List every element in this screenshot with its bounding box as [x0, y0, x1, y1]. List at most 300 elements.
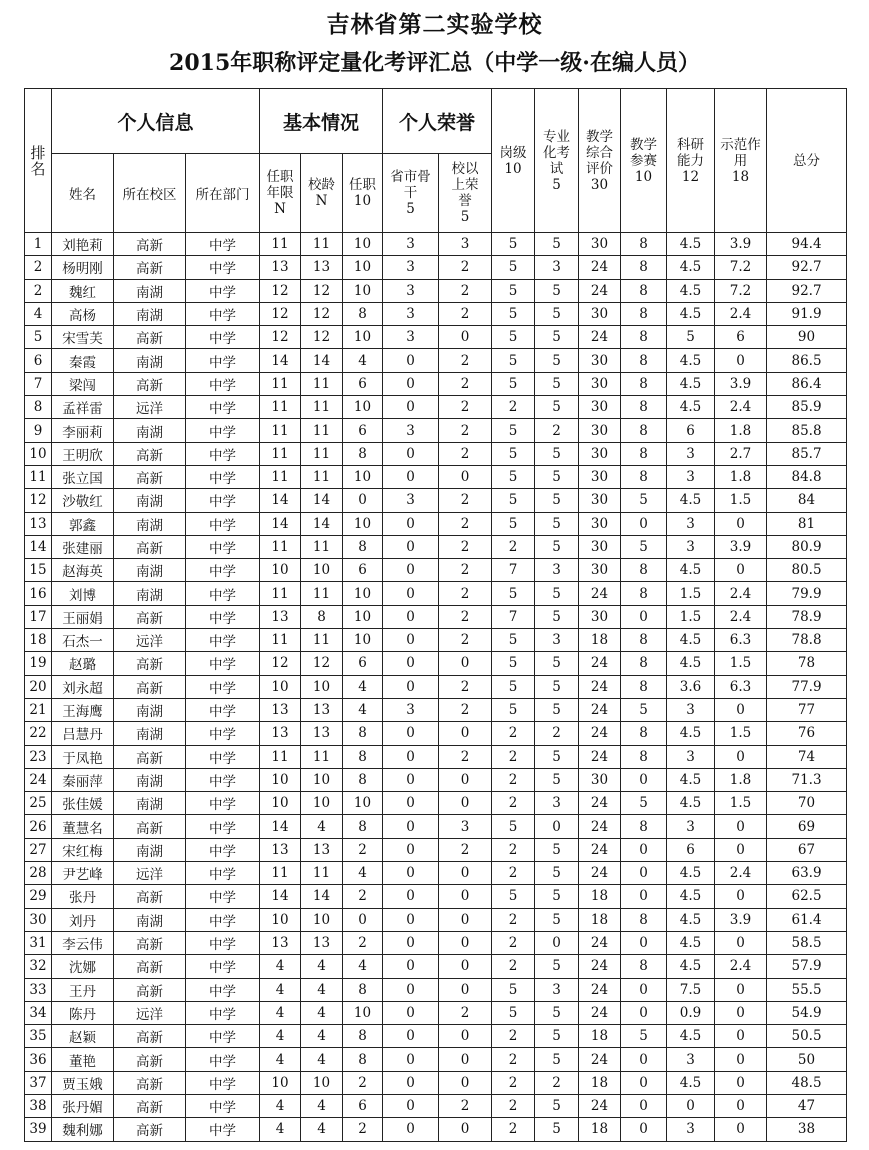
cell-demo: 1.8: [715, 768, 767, 791]
cell-school-honor: 2: [439, 442, 492, 465]
cell-dept: 中学: [186, 582, 260, 605]
cell-years-service: 14: [260, 349, 301, 372]
cell-competition: 0: [621, 1094, 667, 1117]
cell-competition: 8: [621, 559, 667, 582]
cell-tenure: 8: [343, 302, 383, 325]
cell-research: 4.5: [667, 233, 715, 256]
cell-name: 孟祥雷: [52, 396, 114, 419]
cell-years-service: 14: [260, 489, 301, 512]
cell-teaching-eval: 24: [579, 931, 621, 954]
cell-school-honor: 0: [439, 862, 492, 885]
cell-total: 92.7: [767, 256, 847, 279]
cell-dept: 中学: [186, 722, 260, 745]
cell-rank: 4: [25, 302, 52, 325]
cell-dept: 中学: [186, 442, 260, 465]
cell-teaching-eval: 18: [579, 1118, 621, 1141]
cell-name: 贾玉娥: [52, 1071, 114, 1094]
cell-school-honor: 0: [439, 722, 492, 745]
table-row: [25, 698, 847, 721]
cell-post-level: 5: [492, 372, 535, 395]
cell-school-age: 10: [301, 768, 343, 791]
cell-school-age: 10: [301, 1071, 343, 1094]
cell-dept: 中学: [186, 396, 260, 419]
cell-provincial: 0: [383, 372, 439, 395]
cell-rank: 15: [25, 559, 52, 582]
cell-campus: 高新: [114, 1025, 186, 1048]
table-body: [25, 233, 847, 1142]
cell-school-age: 10: [301, 675, 343, 698]
cell-dept: 中学: [186, 652, 260, 675]
cell-rank: 2: [25, 279, 52, 302]
cell-name: 于凤艳: [52, 745, 114, 768]
cell-research: 4.5: [667, 489, 715, 512]
cell-provincial: 0: [383, 465, 439, 488]
cell-post-level: 5: [492, 442, 535, 465]
cell-dept: 中学: [186, 908, 260, 931]
cell-competition: 5: [621, 698, 667, 721]
cell-competition: 8: [621, 582, 667, 605]
cell-post-level: 2: [492, 768, 535, 791]
cell-school-age: 4: [301, 1094, 343, 1117]
cell-competition: 0: [621, 885, 667, 908]
cell-campus: 高新: [114, 465, 186, 488]
cell-years-service: 13: [260, 722, 301, 745]
table-row: [25, 838, 847, 861]
cell-school-honor: 2: [439, 629, 492, 652]
cell-campus: 高新: [114, 1118, 186, 1141]
cell-school-age: 13: [301, 722, 343, 745]
cell-school-age: 4: [301, 978, 343, 1001]
table-row: [25, 815, 847, 838]
cell-school-age: 11: [301, 629, 343, 652]
cell-school-honor: 2: [439, 838, 492, 861]
cell-teaching-eval: 30: [579, 489, 621, 512]
cell-demo: 0: [715, 1001, 767, 1024]
cell-exam: 5: [535, 1001, 579, 1024]
cell-name: 陈丹: [52, 1001, 114, 1024]
cell-total: 74: [767, 745, 847, 768]
cell-tenure: 6: [343, 559, 383, 582]
table-row: [25, 1048, 847, 1071]
cell-competition: 8: [621, 815, 667, 838]
table-row: [25, 535, 847, 558]
cell-provincial: 0: [383, 815, 439, 838]
cell-research: 3: [667, 442, 715, 465]
cell-years-service: 11: [260, 535, 301, 558]
cell-provincial: 3: [383, 489, 439, 512]
cell-post-level: 7: [492, 605, 535, 628]
cell-post-level: 2: [492, 1094, 535, 1117]
cell-school-age: 4: [301, 1048, 343, 1071]
cell-years-service: 13: [260, 838, 301, 861]
cell-post-level: 2: [492, 792, 535, 815]
cell-dept: 中学: [186, 279, 260, 302]
table-row: [25, 349, 847, 372]
cell-teaching-eval: 24: [579, 815, 621, 838]
cell-demo: 1.8: [715, 465, 767, 488]
cell-tenure: 10: [343, 465, 383, 488]
cell-teaching-eval: 30: [579, 442, 621, 465]
cell-tenure: 10: [343, 233, 383, 256]
cell-teaching-eval: 30: [579, 349, 621, 372]
cell-school-honor: 0: [439, 955, 492, 978]
col-competition: 教学 参赛 10: [621, 89, 667, 233]
cell-exam: 5: [535, 698, 579, 721]
cell-exam: 0: [535, 931, 579, 954]
cell-school-age: 12: [301, 652, 343, 675]
cell-research: 4.5: [667, 722, 715, 745]
cell-dept: 中学: [186, 885, 260, 908]
cell-campus: 高新: [114, 931, 186, 954]
col-demo: 示范作 用 18: [715, 89, 767, 233]
cell-rank: 24: [25, 768, 52, 791]
cell-rank: 7: [25, 372, 52, 395]
cell-post-level: 5: [492, 302, 535, 325]
cell-name: 刘永超: [52, 675, 114, 698]
cell-years-service: 10: [260, 675, 301, 698]
cell-exam: 3: [535, 629, 579, 652]
cell-competition: 0: [621, 605, 667, 628]
cell-tenure: 8: [343, 722, 383, 745]
table-row: [25, 512, 847, 535]
cell-school-honor: 0: [439, 1048, 492, 1071]
cell-teaching-eval: 24: [579, 745, 621, 768]
cell-competition: 0: [621, 838, 667, 861]
cell-competition: 8: [621, 279, 667, 302]
cell-name: 梁闯: [52, 372, 114, 395]
cell-teaching-eval: 24: [579, 256, 621, 279]
cell-school-age: 11: [301, 233, 343, 256]
cell-school-honor: 2: [439, 1001, 492, 1024]
cell-campus: 高新: [114, 256, 186, 279]
cell-dept: 中学: [186, 1118, 260, 1141]
cell-years-service: 13: [260, 931, 301, 954]
cell-name: 宋红梅: [52, 838, 114, 861]
cell-post-level: 2: [492, 1025, 535, 1048]
cell-exam: 5: [535, 652, 579, 675]
cell-years-service: 14: [260, 512, 301, 535]
cell-post-level: 2: [492, 955, 535, 978]
cell-research: 3: [667, 535, 715, 558]
cell-competition: 8: [621, 675, 667, 698]
cell-post-level: 5: [492, 629, 535, 652]
cell-name: 刘艳莉: [52, 233, 114, 256]
cell-teaching-eval: 18: [579, 1025, 621, 1048]
cell-school-honor: 0: [439, 326, 492, 349]
cell-school-honor: 2: [439, 559, 492, 582]
cell-school-honor: 0: [439, 908, 492, 931]
cell-teaching-eval: 24: [579, 978, 621, 1001]
cell-teaching-eval: 30: [579, 512, 621, 535]
cell-total: 62.5: [767, 885, 847, 908]
cell-total: 78: [767, 652, 847, 675]
cell-campus: 高新: [114, 1048, 186, 1071]
cell-name: 秦丽萍: [52, 768, 114, 791]
cell-rank: 37: [25, 1071, 52, 1094]
cell-years-service: 14: [260, 885, 301, 908]
cell-rank: 9: [25, 419, 52, 442]
cell-campus: 高新: [114, 675, 186, 698]
cell-dept: 中学: [186, 931, 260, 954]
table-row: [25, 302, 847, 325]
cell-teaching-eval: 24: [579, 838, 621, 861]
cell-exam: 5: [535, 349, 579, 372]
cell-rank: 33: [25, 978, 52, 1001]
table-row: [25, 652, 847, 675]
cell-demo: 0: [715, 698, 767, 721]
cell-dept: 中学: [186, 1071, 260, 1094]
cell-rank: 29: [25, 885, 52, 908]
cell-exam: 0: [535, 815, 579, 838]
cell-dept: 中学: [186, 326, 260, 349]
cell-research: 0: [667, 1094, 715, 1117]
cell-rank: 22: [25, 722, 52, 745]
cell-rank: 32: [25, 955, 52, 978]
cell-dept: 中学: [186, 465, 260, 488]
cell-school-honor: 2: [439, 302, 492, 325]
cell-demo: 0: [715, 512, 767, 535]
cell-name: 张丹媚: [52, 1094, 114, 1117]
cell-school-age: 11: [301, 745, 343, 768]
table-row: [25, 489, 847, 512]
cell-school-age: 14: [301, 885, 343, 908]
cell-total: 85.9: [767, 396, 847, 419]
cell-demo: 6.3: [715, 629, 767, 652]
table-row: [25, 768, 847, 791]
table-row: [25, 1001, 847, 1024]
cell-competition: 8: [621, 652, 667, 675]
cell-total: 78.8: [767, 629, 847, 652]
cell-provincial: 0: [383, 605, 439, 628]
cell-competition: 8: [621, 256, 667, 279]
cell-research: 4.5: [667, 955, 715, 978]
cell-teaching-eval: 24: [579, 698, 621, 721]
cell-rank: 17: [25, 605, 52, 628]
table-row: [25, 722, 847, 745]
cell-name: 董艳: [52, 1048, 114, 1071]
cell-exam: 3: [535, 559, 579, 582]
cell-provincial: 0: [383, 1118, 439, 1141]
cell-school-age: 10: [301, 908, 343, 931]
cell-post-level: 2: [492, 862, 535, 885]
cell-school-age: 4: [301, 815, 343, 838]
cell-rank: 8: [25, 396, 52, 419]
cell-campus: 高新: [114, 885, 186, 908]
cell-campus: 南湖: [114, 559, 186, 582]
cell-years-service: 10: [260, 908, 301, 931]
table-row: [25, 465, 847, 488]
cell-years-service: 12: [260, 279, 301, 302]
score-table: [24, 88, 847, 1142]
cell-demo: 1.5: [715, 722, 767, 745]
cell-demo: 1.5: [715, 792, 767, 815]
cell-exam: 5: [535, 862, 579, 885]
cell-competition: 8: [621, 722, 667, 745]
cell-provincial: 0: [383, 349, 439, 372]
cell-rank: 14: [25, 535, 52, 558]
cell-research: 3: [667, 512, 715, 535]
cell-tenure: 2: [343, 1118, 383, 1141]
cell-competition: 8: [621, 465, 667, 488]
cell-tenure: 6: [343, 419, 383, 442]
table-row: [25, 559, 847, 582]
cell-school-honor: 2: [439, 349, 492, 372]
cell-post-level: 5: [492, 349, 535, 372]
cell-school-honor: 2: [439, 489, 492, 512]
cell-years-service: 4: [260, 1094, 301, 1117]
cell-provincial: 0: [383, 885, 439, 908]
cell-rank: 34: [25, 1001, 52, 1024]
cell-tenure: 10: [343, 582, 383, 605]
cell-competition: 0: [621, 1001, 667, 1024]
cell-demo: 6.3: [715, 675, 767, 698]
cell-teaching-eval: 24: [579, 792, 621, 815]
cell-dept: 中学: [186, 256, 260, 279]
cell-school-honor: 0: [439, 1071, 492, 1094]
cell-post-level: 2: [492, 908, 535, 931]
cell-name: 张立国: [52, 465, 114, 488]
cell-years-service: 11: [260, 862, 301, 885]
cell-competition: 8: [621, 349, 667, 372]
cell-total: 57.9: [767, 955, 847, 978]
table-row: [25, 326, 847, 349]
cell-demo: 1.5: [715, 489, 767, 512]
cell-exam: 2: [535, 722, 579, 745]
cell-exam: 5: [535, 535, 579, 558]
cell-exam: 5: [535, 442, 579, 465]
cell-total: 80.5: [767, 559, 847, 582]
cell-name: 王海鹰: [52, 698, 114, 721]
cell-name: 吕慧丹: [52, 722, 114, 745]
cell-name: 张丹: [52, 885, 114, 908]
cell-competition: 5: [621, 489, 667, 512]
cell-provincial: 0: [383, 862, 439, 885]
col-name: 姓名: [52, 154, 114, 233]
cell-exam: 5: [535, 233, 579, 256]
cell-campus: 高新: [114, 955, 186, 978]
cell-post-level: 5: [492, 489, 535, 512]
cell-demo: 3.9: [715, 908, 767, 931]
cell-post-level: 5: [492, 698, 535, 721]
cell-competition: 0: [621, 862, 667, 885]
cell-name: 赵颖: [52, 1025, 114, 1048]
cell-teaching-eval: 24: [579, 279, 621, 302]
cell-provincial: 0: [383, 1001, 439, 1024]
cell-exam: 5: [535, 745, 579, 768]
cell-competition: 5: [621, 1025, 667, 1048]
cell-research: 4.5: [667, 279, 715, 302]
cell-total: 86.4: [767, 372, 847, 395]
cell-tenure: 8: [343, 978, 383, 1001]
cell-school-honor: 2: [439, 605, 492, 628]
cell-research: 4.5: [667, 862, 715, 885]
cell-years-service: 11: [260, 582, 301, 605]
cell-total: 47: [767, 1094, 847, 1117]
cell-provincial: 0: [383, 908, 439, 931]
cell-campus: 高新: [114, 745, 186, 768]
cell-school-age: 11: [301, 465, 343, 488]
cell-campus: 高新: [114, 372, 186, 395]
cell-tenure: 2: [343, 931, 383, 954]
cell-teaching-eval: 24: [579, 582, 621, 605]
cell-rank: 38: [25, 1094, 52, 1117]
cell-school-honor: 0: [439, 792, 492, 815]
cell-research: 4.5: [667, 1071, 715, 1094]
cell-research: 4.5: [667, 908, 715, 931]
cell-school-honor: 0: [439, 1118, 492, 1141]
cell-campus: 南湖: [114, 419, 186, 442]
cell-post-level: 5: [492, 279, 535, 302]
cell-years-service: 11: [260, 372, 301, 395]
cell-post-level: 2: [492, 722, 535, 745]
cell-name: 赵璐: [52, 652, 114, 675]
col-dept: 所在部门: [186, 154, 260, 233]
cell-tenure: 4: [343, 349, 383, 372]
cell-post-level: 2: [492, 931, 535, 954]
cell-dept: 中学: [186, 1025, 260, 1048]
cell-demo: 0: [715, 1071, 767, 1094]
cell-research: 3: [667, 465, 715, 488]
cell-dept: 中学: [186, 535, 260, 558]
cell-research: 6: [667, 838, 715, 861]
cell-rank: 5: [25, 326, 52, 349]
cell-demo: 0: [715, 1025, 767, 1048]
cell-provincial: 0: [383, 442, 439, 465]
cell-name: 魏利娜: [52, 1118, 114, 1141]
col-exam: 专业 化考 试 5: [535, 89, 579, 233]
cell-total: 80.9: [767, 535, 847, 558]
cell-name: 赵海英: [52, 559, 114, 582]
cell-name: 高杨: [52, 302, 114, 325]
cell-rank: 12: [25, 489, 52, 512]
cell-school-honor: 2: [439, 1094, 492, 1117]
cell-school-age: 11: [301, 372, 343, 395]
cell-teaching-eval: 30: [579, 605, 621, 628]
cell-provincial: 0: [383, 535, 439, 558]
cell-tenure: 4: [343, 862, 383, 885]
cell-demo: 2.4: [715, 955, 767, 978]
col-post-level: 岗级 10: [492, 89, 535, 233]
cell-school-honor: 3: [439, 233, 492, 256]
cell-school-age: 4: [301, 955, 343, 978]
cell-campus: 远洋: [114, 862, 186, 885]
cell-total: 86.5: [767, 349, 847, 372]
cell-total: 78.9: [767, 605, 847, 628]
cell-total: 69: [767, 815, 847, 838]
table-row: [25, 1118, 847, 1141]
cell-competition: 8: [621, 745, 667, 768]
cell-teaching-eval: 18: [579, 908, 621, 931]
cell-name: 董慧名: [52, 815, 114, 838]
cell-competition: 0: [621, 978, 667, 1001]
col-school-age: 校龄 N: [301, 154, 343, 233]
cell-post-level: 5: [492, 675, 535, 698]
cell-school-honor: 2: [439, 419, 492, 442]
cell-school-age: 10: [301, 559, 343, 582]
cell-exam: 5: [535, 1048, 579, 1071]
cell-rank: 21: [25, 698, 52, 721]
cell-provincial: 0: [383, 512, 439, 535]
cell-years-service: 14: [260, 815, 301, 838]
cell-total: 84: [767, 489, 847, 512]
table-row: [25, 442, 847, 465]
cell-research: 0.9: [667, 1001, 715, 1024]
cell-exam: 5: [535, 582, 579, 605]
cell-name: 李丽莉: [52, 419, 114, 442]
cell-campus: 高新: [114, 815, 186, 838]
cell-research: 4.5: [667, 256, 715, 279]
cell-provincial: 0: [383, 978, 439, 1001]
